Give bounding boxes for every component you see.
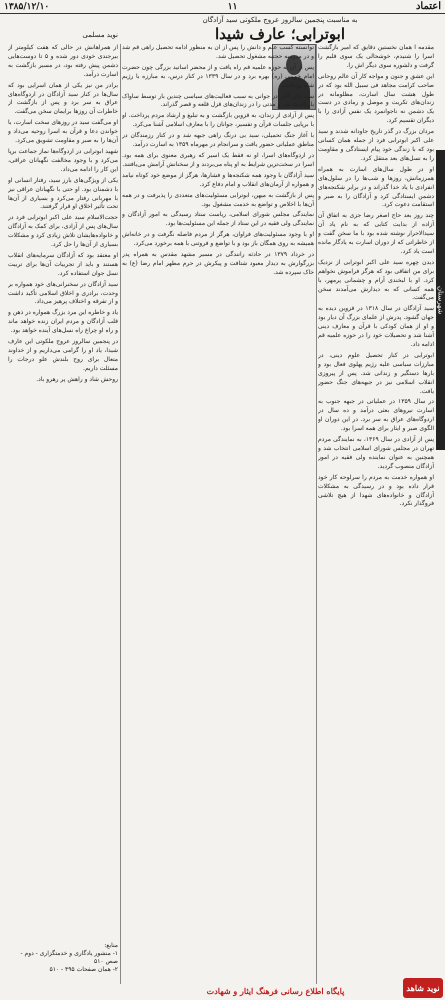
article-column-left	[8, 44, 118, 944]
article-paragraph: مردان بزرگ در گذر تاریخ جاودانه شدند و سید علی اکبر ابوترابی فرد از جمله همان کسانی بود که با زندگی خود پیام ایستادگی و مقاومت را به نسل‌های بعد منتقل کرد.	[318, 128, 434, 162]
article-paragraph: پس از بازگشت به میهن، ابوترابی مسئولیت‌های متعددی را پذیرفت و در همه آن‌ها با اخلاص و تواضع به خدمت مشغول بود.	[122, 191, 314, 208]
section-tab: شهرستان	[436, 150, 445, 450]
column-rule	[120, 44, 121, 984]
article-paragraph: از همراهانش در حالی که هفت کیلومتر از بیرجندی خودی دور شده و ۵ تا دوست‌هایی دشمن پیش رفته بود، در مسیر بازگشت به اسارت درآمد.	[8, 44, 118, 78]
article-paragraph: با آغاز جنگ تحمیلی، سید بی درنگ راهی جبهه شد و در کنار رزمندگان در مناطق عملیاتی حضور یافت و سرانجام در مهرماه ۱۳۵۹ به اسارت درآمد.	[122, 132, 314, 149]
headline: ابوترابی؛ عارف شیدا	[214, 25, 346, 43]
article-paragraph: او با وجود مسئولیت‌های فراوان، هرگز از مردم فاصله نگرفت و در خانه‌اش همیشه به روی همگان باز بود و با تواضع و فروتنی با همه برخورد می‌کرد.	[122, 231, 314, 248]
article-paragraph: سید آزادگان در سخنرانی‌های خود همواره بر وحدت، برادری و اخلاق اسلامی تأکید داشت و از تفرقه و اختلاف پرهیز می‌داد.	[8, 280, 118, 306]
article-paragraph: توانسته کسب علم و دانش را پس از آن به منظور ادامه تحصیل راهی قم شد و در مدرسه حجتیه مشغول تحصیل شد.	[122, 44, 314, 60]
article-paragraph: پس از آزادی در سال ۱۳۶۹، به نمایندگی مردم تهران در مجلس شورای اسلامی انتخاب شد و همچنین به عنوان نماینده ولی فقیه در امور آزادگان منصوب گردید.	[318, 436, 434, 470]
article-paragraph: روحش شاد و راهش پر رهرو باد.	[36, 375, 118, 383]
article-paragraph: او می‌گفت سید در روزهای سخت اسارت، با خواندن دعا و قرآن به اسرا روحیه می‌داد و آن‌ها را به صبر و مقاومت تشویق می‌کرد.	[8, 119, 118, 145]
article-paragraph: مقدمه ا همان نخستین دقایق که امیر بازگشت اسرا را شنیدم، خوشحالی یک سوی قلبم را گرفت و دلشوره سوی دیگر اش را.	[318, 44, 434, 69]
kicker: به مناسبت پنجمین سالروز عروج ملکوتی سید آزادگان	[202, 16, 358, 24]
article-paragraph: پس از آزادی از زندان، به قزوین بازگشت و به تبلیغ و ارشاد مردم پرداخت. او با برپایی جلسات قرآن و تفسیر، جوانان را با معارف اسلامی آشنا می‌کرد.	[122, 112, 314, 129]
source-item: ۲- همان صفحات ۴۹۵ - ۵۱۰	[49, 966, 118, 973]
footer-banner[interactable]: پایگاه اطلاع رسانی فرهنگ ایثار و شهادت	[206, 986, 345, 996]
article-column-middle	[122, 44, 314, 944]
article-paragraph: در خرداد ۱۳۷۹ در حادثه رانندگی در مسیر مشهد مقدس به همراه پدر بزرگوارش به دیدار معبود شتافت و پیکرش در حرم مطهر امام رضا (ع) به خاک سپرده شد.	[122, 251, 314, 276]
page-number: ۱۱	[227, 1, 238, 12]
headline-block	[130, 15, 430, 43]
article-paragraph: این عشق و جنون و مواجه کار آن عالم روحانی صاحب کرامت مجاهد فی سبیل الله بود که در طول هشت سال اسارت، مظلومانه در زندان‌های تکریت و موصل و رمادی در دست یک دشمن نه ناجوانمرد یک نفس آزادی را با دیگران تقسیم کرد.	[318, 72, 434, 125]
article-paragraph: پس از آن به حوزه علمیه قم راه یافت و از محضر اساتید بزرگی چون حضرت امام خمینی (ره) بهره برد و در سال ۱۳۳۹ در کنار درس، به مبارزه با رژیم شاه پرداخت.	[122, 63, 314, 89]
column-rule	[316, 44, 317, 984]
article-paragraph: او در طول سال‌های اسارت به همراه همرزمانش، روزها و شب‌ها را در سلول‌های انفرادی با یاد خدا گذراند و در برابر شکنجه‌های دشمن ایستادگی کرد و آزادگان را به صبر و استقامت دعوت کرد.	[318, 165, 434, 209]
issue-date: ۱۳۸۵/۱۲/۱۰	[4, 1, 50, 12]
sources-heading: منابع:	[104, 942, 118, 949]
article-paragraph: یکی از ویژگی‌های بارز سید، رفتار انسانی او با دشمنان بود. او حتی با نگهبانان عراقی نیز با مهربانی رفتار می‌کرد و بسیاری از آن‌ها تحت تأثیر اخلاق او قرار گرفتند.	[8, 176, 118, 211]
article-paragraph: برادر من نیز یکی از همان اسرایی بود که سال‌ها در کنار سید آزادگان در اردوگاه‌های عراق به سر برد و پس از بازگشت از خاطرات آن روزها برایمان سخن می‌گفت.	[8, 81, 118, 116]
article-paragraph: سید آزادگان با وجود همه شکنجه‌ها و فشارها، هرگز از موضع خود کوتاه نیامد و همواره از آرمان‌های انقلاب و امام دفاع کرد.	[122, 171, 314, 188]
article-paragraph: یاد و خاطره این مرد بزرگ همواره در ذهن و قلب آزادگان و مردم ایران زنده خواهد ماند و راه او چراغ راه نسل‌های آینده خواهد بود.	[8, 309, 118, 335]
article-paragraph: در اردوگاه‌های اسرا، او نه فقط یک اسیر که رهبری معنوی برای همه بود. اسرا در سخت‌ترین شرایط به او پناه می‌بردند و از سخنانش آرامش می‌یافتند.	[122, 151, 314, 168]
source-item: ۱- منشور یادگاری و خدمتگزاری - دوم - صص ۵۱۰	[20, 950, 118, 965]
article-paragraph: سید آزادگان در سال ۱۳۱۸ در قزوین دیده به جهان گشود. پدرش از علمای بزرگ آن دیار بود و او از همان کودکی با قرآن و معارف دینی آشنا شد و تحصیلات خود را در حوزه علمیه قم ادامه داد.	[318, 305, 434, 348]
author-byline: نوید مسلمی	[82, 31, 118, 39]
article-paragraph: در پنجمین سالروز عروج ملکوتی این عارف شیدا، یاد او را گرامی می‌داریم و از خداوند متعال برای روح بلندش علو درجات را مسئلت داریم.	[8, 338, 118, 372]
article-paragraph: دیدن چهره سید علی اکبر ابوترابی از نزدیک برای من اتفاقی بود که هرگز فراموش نخواهم کرد. او با لبخندی آرام و چشمانی پرمهر، با همه کسانی که به دیدارش می‌آمدند سخن می‌گفت.	[318, 258, 434, 302]
article-paragraph: شهید ابوترابی در اردوگاه‌ها نماز جماعت برپا می‌کرد و با وجود مخالفت نگهبانان عراقی، این کار را ادامه می‌داد.	[8, 147, 118, 173]
masthead	[0, 0, 445, 14]
article-paragraph: سید علی اکبر در جوانی به سبب فعالیت‌های سیاسی چندین بار توسط ساواک بازداشت شد و مدتی را در زندان‌های قزل قلعه و قصر گذراند.	[122, 92, 314, 109]
article-paragraph: ابوترابی در کنار تحصیل علوم دینی، در مبارزات سیاسی علیه رژیم پهلوی فعال بود و بارها دستگیر و زندانی شد. پس از پیروزی انقلاب اسلامی نیز در جبهه‌های جنگ حضور یافت.	[318, 351, 434, 395]
article-paragraph: او همواره خدمت به مردم را سرلوحه کار خود قرار داده بود و در رسیدگی به مشکلات آزادگان و خانواده‌های شهدا از هیچ تلاشی فروگذار نکرد.	[318, 473, 434, 508]
sources	[8, 942, 118, 972]
article-paragraph: او معتقد بود که آزادگان سرمایه‌های انقلاب هستند و باید از تجربیات آن‌ها برای تربیت نسل جوان استفاده کرد.	[8, 251, 118, 277]
article-column-right	[318, 44, 434, 944]
article-paragraph: چند روز بعد حاج اصغر رضا جزی به اتفاق آن آزاده از بدایت کتابی که به نام یاد آن سیدالاحرار نوشته شده بود با ما سخن گفت و از خاطراتی که از دوران اسارت به یادگار مانده است یاد کرد.	[318, 212, 434, 255]
article-paragraph: حجت‌الاسلام سید علی اکبر ابوترابی فرد در سال‌های پس از آزادی، برای کمک به آزادگان و خانواده‌هایشان تلاش زیادی کرد و مشکلات بسیاری از آن‌ها را حل کرد.	[8, 214, 118, 249]
article-paragraph: نمایندگی مجلس شورای اسلامی، ریاست ستاد رسیدگی به امور آزادگان و نمایندگی ولی فقیه در این ستاد از جمله این مسئولیت‌ها بود.	[122, 211, 314, 228]
newspaper-name: اعتماد	[415, 1, 441, 12]
article-paragraph: در سال ۱۳۵۹ در عملیاتی در جبهه جنوب به اسارت نیروهای بعثی درآمد و ده سال در اردوگاه‌های عراق به سر برد. در این دوران او الگوی صبر و ایثار برای همه اسرا بود.	[318, 398, 434, 433]
site-logo[interactable]: نوید شاهد	[403, 978, 443, 998]
